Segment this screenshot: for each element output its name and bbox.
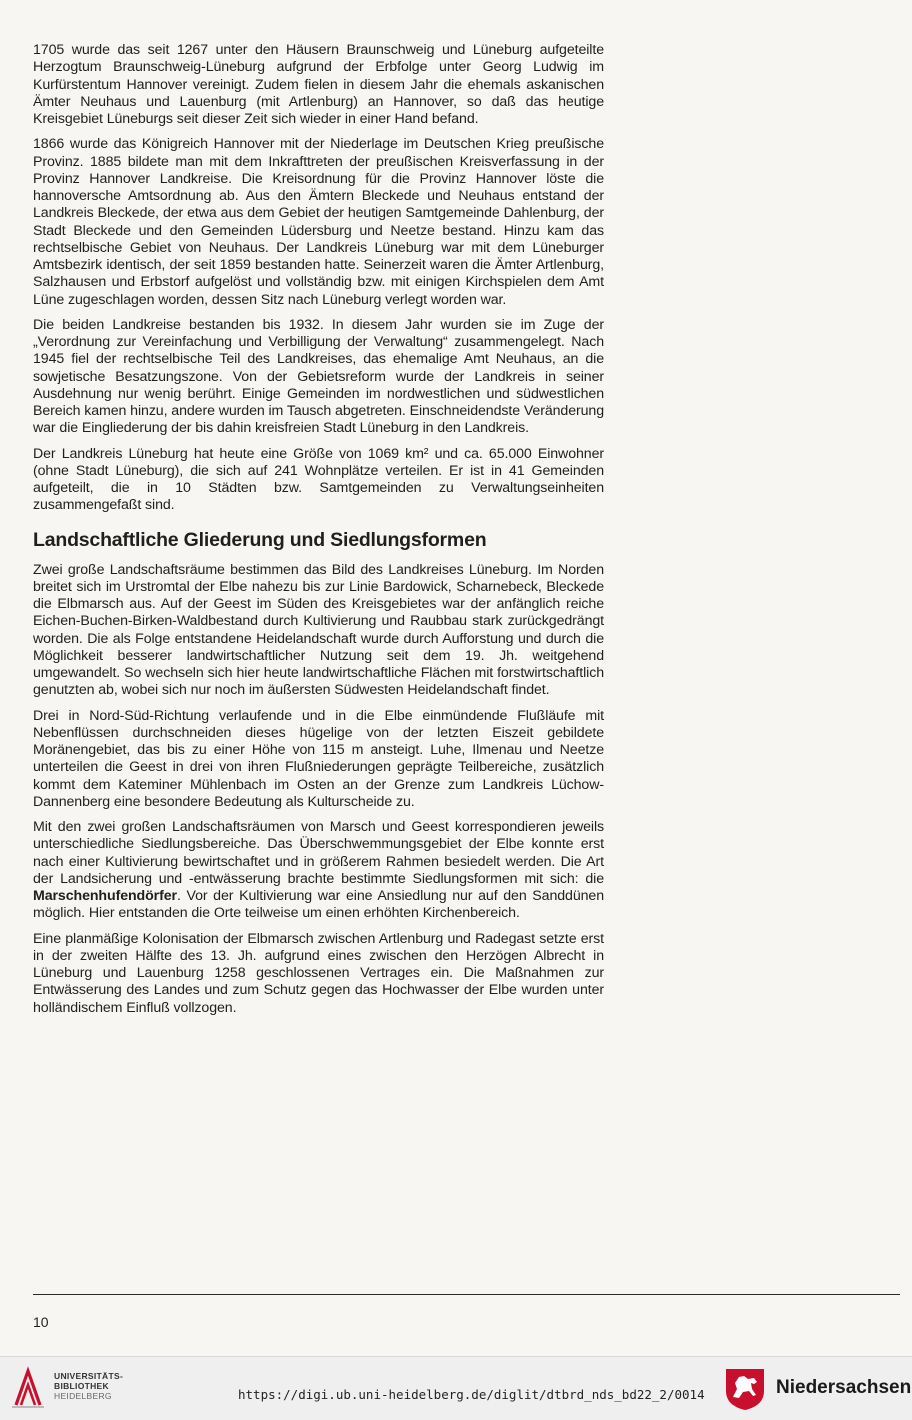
paragraph-5: Zwei große Landschaftsräume bestimmen das Bild des Landkreises Lüneburg. Im Norden breitet sich im Urstromtal der Elbe nahezu bis zur Linie Bardowick, Scharnebeck, Bleckede die Elbmarsch aus. Auf der Geest im Süden des Kreisgebietes war der anfänglich reiche Eichen-Buchen-Birken-Waldbestand durch Kultivierung und Raubbau stark zurückgedrängt worden. Die als Folge entstandene Heidelandschaft wurde durch Aufforstung und durch die Möglichkeit besserer landwirtschaftlicher Nutzung seit dem 19. Jh. weitgehend umgewandelt. So wechseln sich hier heute landwirtschaftliche Flächen mit forstwirtschaftlich genutzten ab, wobei sich nur noch im äußersten Südwesten Heidelandschaft findet. bbox=[33, 561, 604, 699]
paragraph-8: Eine planmäßige Kolonisation der Elbmarsch zwischen Artlenburg und Radegast setzte erst in der zweiten Hälfte des 13. Jh. aufgrund eines zwischen den Herzögen Albrecht in Lüneburg und Lauenburg 1258 geschlossenen Vertrages ein. Die Maßnahmen zur Entwässerung des Landes und zum Schutz gegen das Hochwasser der Elbe wurden unter holländischem Einfluß vollzogen. bbox=[33, 930, 604, 1016]
paragraph-1: 1705 wurde das seit 1267 unter den Häusern Braunschweig und Lüneburg aufgeteilte Herzogtum Braunschweig-Lüneburg aufgrund der Erbfolge unter Georg Ludwig im Kurfürstentum Hannover vereinigt. Zudem fielen in diesem Jahr die ehemals askanischen Ämter Neuhaus und Lauenburg (mit Artlenburg) an Hannover, so daß das heutige Kreisgebiet Lüneburgs seit dieser Zeit sich wieder in einer Hand befand. bbox=[33, 42, 604, 127]
paragraph-7-after: . Vor der Kultivierung war eine Ansiedlung nur auf den Sanddünen möglich. Hier entstanden die Orte teilweise um einen erhöhten Kirchenbereich. bbox=[33, 888, 604, 922]
bold-term: Marschenhufendörfer bbox=[33, 888, 177, 904]
permalink-url[interactable]: https://digi.ub.uni-heidelberg.de/diglit/dtbrd_nds_bd22_2/0014 bbox=[238, 1387, 705, 1402]
paragraph-3: Die beiden Landkreise bestanden bis 1932. In diesem Jahr wurden sie im Zuge der „Verordnung zur Vereinfachung und Verbilligung der Verwaltung“ zusammengelegt. Nach 1945 fiel der rechtselbische Teil des Landkreises, das ehemalige Amt Neuhaus, an die sowjetische Besatzungszone. Von der Gebietsreform wurde der Landkreis in seiner Ausdehnung nur wenig berührt. Einige Gemeinden im nordwestlichen und südwestlichen Bereich kamen hinzu, andere wurden im Tausch abgetreten. Einschneidendste Veränderung war die Eingliederung der bis dahin kreisfreien Stadt Lüneburg in den Landkreis. bbox=[33, 316, 604, 437]
section-heading: Landschaftliche Gliederung und Siedlungsformen bbox=[33, 528, 487, 551]
partner-name[interactable]: Niedersachsen bbox=[776, 1377, 912, 1398]
paragraph-2: 1866 wurde das Königreich Hannover mit der Niederlage im Deutschen Krieg preußische Provinz. 1885 bildete man mit dem Inkrafttreten der preußischen Kreisverfassung in der Provinz Hannover Landkreise. Die Kreisordnung für die Provinz Hannover löste die hannoversche Amtsordnung ab. Aus den Ämtern Bleckede und Neuhaus entstand der Landkreis Bleckede, der etwa aus dem Gebiet der heutigen Samtgemeinde Dahlenburg, der Stadt Bleckede und den Gemeinden Lüdersburg und Neetze bestand. Hinzu kam das rechtselbische Gebiet von Neuhaus. Der Landkreis Lüneburg war mit dem Lüneburger Amtsbezirk identisch, der seit 1859 bestanden hatte. Seinerzeit waren die Ämter Artlenburg, Salzhausen und Erbstorf aufgelöst und vollständig bzw. mit einigen Kirchspielen dem Amt Lüne zugeschlagen worden, dessen Sitz nach Lüneburg verlegt worden war. bbox=[33, 136, 604, 308]
footer-rule bbox=[33, 1294, 900, 1295]
library-name[interactable] bbox=[54, 1371, 123, 1401]
niedersachsen-horse-icon[interactable] bbox=[724, 1367, 766, 1411]
library-line-3: HEIDELBERG bbox=[54, 1391, 112, 1401]
paragraph-6: Drei in Nord-Süd-Richtung verlaufende und in die Elbe einmündende Flußläufe mit Nebenflüssen durchschneiden dieses hügelige von der letzten Eiszeit gebildete Moränengebiet, das bis zu einer Höhe von 115 m ansteigt. Luhe, Ilmenau und Neetze unterteilen die Geest in drei von ihren Flußniederungen geprägte Teilbereiche, zusätzlich kommt dem Kateminer Mühlenbach im Osten an der Grenze zum Landkreis Lüchow-Dannenberg eine besondere Bedeutung als Kulturscheide zu. bbox=[33, 707, 604, 810]
viewer-footer bbox=[0, 1356, 912, 1420]
text-column bbox=[33, 42, 604, 1025]
page-number: 10 bbox=[33, 1314, 49, 1330]
paragraph-7 bbox=[33, 819, 604, 923]
ub-heidelberg-logo-icon[interactable] bbox=[10, 1365, 46, 1411]
paragraph-7-before: Mit den zwei großen Landschaftsräumen von Marsch und Geest korrespondieren jeweils unterschiedliche Siedlungsbereiche. Das Überschwemmungsgebiet der Elbe konnte erst nach einer Kultivierung bewirtschaftet und in größerem Rahmen besiedelt werden. Die Art der Landsicherung und -entwässerung brachte bestimmte Siedlungsformen mit sich: die bbox=[33, 819, 604, 887]
paragraph-4: Der Landkreis Lüneburg hat heute eine Größe von 1069 km² und ca. 65.000 Einwohner (ohne Stadt Lüneburg), die sich auf 241 Wohnplätze verteilen. Er ist in 41 Gemeinden aufgeteilt, die in 10 Städten bzw. Samtgemeinden zu Verwaltungseinheiten zusammengefaßt sind. bbox=[33, 445, 604, 514]
library-line-2: BIBLIOTHEK bbox=[54, 1381, 109, 1391]
library-line-1: UNIVERSITÄTS- bbox=[54, 1371, 124, 1381]
